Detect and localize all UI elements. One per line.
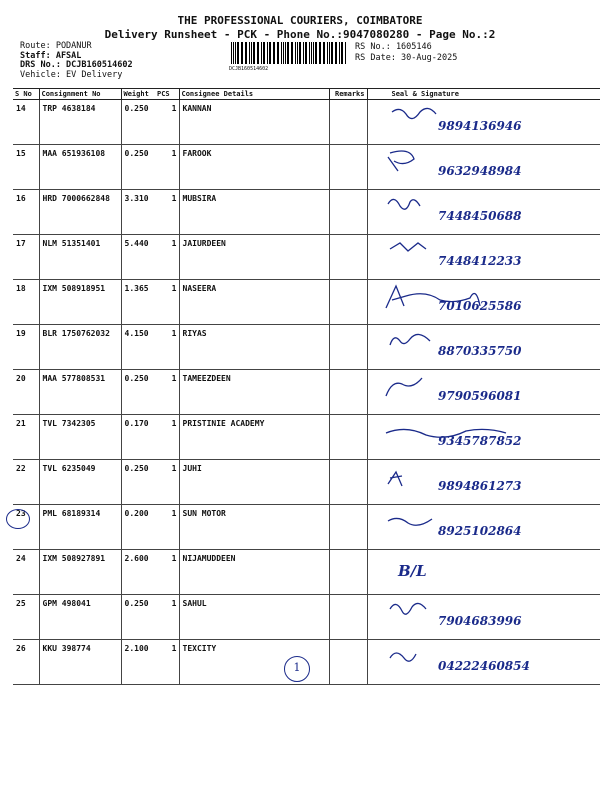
cell-sno: 22 xyxy=(13,460,39,505)
route-label: Route: PODANUR xyxy=(20,41,92,51)
rs-date: RS Date: 30-Aug-2025 xyxy=(355,53,458,63)
signature-scribble xyxy=(388,151,414,171)
barcode-bar xyxy=(231,42,232,64)
handwritten-phone-number: 7448412233 xyxy=(437,254,521,268)
cell-remarks xyxy=(329,505,367,550)
cell-consignment-no: MAA 577808531 xyxy=(39,370,121,415)
cell-signature xyxy=(367,505,600,550)
cell-consignee: JAIURDEEN xyxy=(179,235,329,280)
cell-consignee: KANNAN xyxy=(179,100,329,145)
signature-scribble xyxy=(388,199,420,209)
cell-weight: 0.250 xyxy=(121,595,155,640)
cell-pcs: 1 xyxy=(155,190,179,235)
cell-weight: 0.200 xyxy=(121,505,155,550)
cell-weight: 2.100 xyxy=(121,640,155,685)
handwritten-phone-number: 9790596081 xyxy=(437,389,521,403)
signature-scribble xyxy=(390,603,426,614)
runsheet-title: Delivery Runsheet - PCK - Phone No.:9047080280 - Page No.:2 xyxy=(104,28,496,41)
col-header-signature: Seal & Signature xyxy=(367,89,600,100)
cell-consignment-no: IXM 508918951 xyxy=(39,280,121,325)
cell-weight: 2.600 xyxy=(121,550,155,595)
cell-weight: 0.250 xyxy=(121,370,155,415)
cell-signature xyxy=(367,460,600,505)
barcode-bar xyxy=(281,42,282,64)
cell-pcs: 1 xyxy=(155,235,179,280)
handwritten-phone-number: 7904683996 xyxy=(437,614,521,628)
barcode-bar xyxy=(339,42,340,64)
cell-consignee: TEXCITY xyxy=(179,640,329,685)
page-number-circle xyxy=(284,656,310,682)
cell-pcs: 1 xyxy=(155,100,179,145)
handwritten-signature xyxy=(368,325,598,365)
handwritten-phone-number: 7010625586 xyxy=(437,299,521,313)
table-header-row xyxy=(13,89,600,100)
header-left-block xyxy=(20,42,133,80)
cell-consignee: NIJAMUDDEEN xyxy=(179,550,329,595)
table-row xyxy=(13,235,600,280)
barcode-bar xyxy=(285,42,286,64)
cell-sno: 25 xyxy=(13,595,39,640)
handwritten-signature xyxy=(368,280,598,320)
handwritten-phone-number: 04222460854 xyxy=(437,659,530,673)
barcode-bar xyxy=(269,42,271,64)
barcode-bar xyxy=(345,42,346,64)
cell-pcs: 1 xyxy=(155,325,179,370)
barcode-bar xyxy=(261,42,262,64)
barcode-bar xyxy=(251,42,252,64)
cell-consignee: NASEERA xyxy=(179,280,329,325)
cell-consignee: RIYAS xyxy=(179,325,329,370)
barcode-bar xyxy=(299,42,301,64)
col-header-remarks: Remarks xyxy=(329,89,367,100)
barcode-bar xyxy=(291,42,293,64)
cell-sno: 17 xyxy=(13,235,39,280)
cell-consignment-no: GPM 498041 xyxy=(39,595,121,640)
cell-consignment-no: HRD 7000662848 xyxy=(39,190,121,235)
page-number-mark: 1 xyxy=(293,661,301,674)
cell-consignee: TAMEEZDEEN xyxy=(179,370,329,415)
cell-signature xyxy=(367,370,600,415)
cell-remarks xyxy=(329,100,367,145)
handwritten-phone-number: 9894861273 xyxy=(437,479,521,493)
barcode-bar xyxy=(327,42,328,64)
barcode xyxy=(229,42,350,72)
handwritten-signature xyxy=(368,415,598,455)
cell-remarks xyxy=(329,415,367,460)
cell-consignment-no: TVL 7342305 xyxy=(39,415,121,460)
cell-sno: 26 xyxy=(13,640,39,685)
table-row xyxy=(13,325,600,370)
cell-sno: 24 xyxy=(13,550,39,595)
barcode-bar xyxy=(331,42,333,64)
header-right-block xyxy=(355,42,457,64)
cell-weight: 3.310 xyxy=(121,190,155,235)
barcode-bar xyxy=(313,42,314,64)
handwritten-signature xyxy=(368,640,598,680)
barcode-bar xyxy=(295,42,296,64)
signature-scribble xyxy=(390,243,426,251)
cell-consignee: SUN MOTOR xyxy=(179,505,329,550)
cell-weight: 0.250 xyxy=(121,100,155,145)
barcode-bar xyxy=(311,42,312,64)
rs-number: RS No.: 1605146 xyxy=(355,42,432,52)
cell-consignee: PRISTINIE ACADEMY xyxy=(179,415,329,460)
company-title: THE PROFESSIONAL COURIERS, COIMBATORE xyxy=(177,14,423,27)
barcode-bar xyxy=(273,42,275,64)
barcode-bar xyxy=(329,42,330,64)
signature-scribble xyxy=(390,334,430,345)
cell-pcs: 1 xyxy=(155,280,179,325)
barcode-bar xyxy=(245,42,247,64)
handwritten-phone-number: 9345787852 xyxy=(437,434,521,448)
cell-consignment-no: BLR 1750762032 xyxy=(39,325,121,370)
cell-sno: 23 xyxy=(13,505,39,550)
cell-consignee: JUHI xyxy=(179,460,329,505)
table-row xyxy=(13,550,600,595)
col-header-weight: Weight xyxy=(121,89,155,100)
table-row xyxy=(13,460,600,505)
barcode-bar xyxy=(341,42,343,64)
table-row xyxy=(13,505,600,550)
cell-signature xyxy=(367,280,600,325)
handwritten-signature xyxy=(368,190,598,230)
handwritten-phone-number: 9894136946 xyxy=(437,119,521,133)
cell-weight: 5.440 xyxy=(121,235,155,280)
barcode-digits: DCJB160514602 xyxy=(229,66,269,72)
handwritten-signature xyxy=(368,505,598,545)
barcode-bar xyxy=(303,42,304,64)
table-row xyxy=(13,415,600,460)
table-row xyxy=(13,190,600,235)
barcode-bar xyxy=(335,42,337,64)
signature-scribble xyxy=(392,108,436,118)
cell-sno: 20 xyxy=(13,370,39,415)
barcode-bar xyxy=(253,42,255,64)
cell-remarks xyxy=(329,595,367,640)
cell-pcs: 1 xyxy=(155,595,179,640)
cell-remarks xyxy=(329,460,367,505)
handwritten-signature xyxy=(368,550,598,590)
barcode-bar xyxy=(237,42,239,64)
cell-signature xyxy=(367,325,600,370)
cell-remarks xyxy=(329,235,367,280)
barcode-bar xyxy=(233,42,234,64)
handwritten-signature xyxy=(368,370,598,410)
barcode-bar xyxy=(235,42,236,64)
table-row xyxy=(13,370,600,415)
col-header-sno: S No xyxy=(13,89,39,100)
row-24-circle-mark xyxy=(6,509,30,529)
cell-consignment-no: KKU 398774 xyxy=(39,640,121,685)
handwritten-signature xyxy=(368,595,598,635)
cell-consignee: SAHUL xyxy=(179,595,329,640)
signature-scribble xyxy=(388,518,432,525)
handwritten-phone-number: 7448450688 xyxy=(437,209,521,223)
signature-scribble xyxy=(388,472,402,486)
cell-pcs: 1 xyxy=(155,460,179,505)
barcode-bar xyxy=(249,42,250,64)
cell-sno: 18 xyxy=(13,280,39,325)
cell-signature xyxy=(367,415,600,460)
barcode-bar xyxy=(305,42,307,64)
handwritten-signature xyxy=(368,145,598,185)
cell-pcs: 1 xyxy=(155,640,179,685)
cell-signature xyxy=(367,595,600,640)
cell-signature xyxy=(367,550,600,595)
runsheet-table xyxy=(13,88,600,685)
barcode-bar xyxy=(283,42,284,64)
table-row xyxy=(13,595,600,640)
table-row xyxy=(13,145,600,190)
cell-consignment-no: MAA 651936108 xyxy=(39,145,121,190)
staff-label: Staff: AFSAL xyxy=(20,50,82,61)
signature-scribble xyxy=(390,653,416,661)
cell-pcs: 1 xyxy=(155,370,179,415)
cell-weight: 1.365 xyxy=(121,280,155,325)
cell-remarks xyxy=(329,280,367,325)
handwritten-signature xyxy=(368,100,598,140)
barcode-bar xyxy=(287,42,289,64)
cell-pcs: 1 xyxy=(155,415,179,460)
cell-consignment-no: IXM 508927891 xyxy=(39,550,121,595)
table-row xyxy=(13,100,600,145)
barcode-bar xyxy=(323,42,325,64)
barcode-bar xyxy=(267,42,268,64)
table-row xyxy=(13,280,600,325)
col-header-consignment: Consignment No xyxy=(39,89,121,100)
cell-weight: 0.170 xyxy=(121,415,155,460)
cell-consignment-no: TRP 4638184 xyxy=(39,100,121,145)
handwritten-signature xyxy=(368,460,598,500)
barcode-bar xyxy=(297,42,298,64)
cell-consignment-no: NLM 51351401 xyxy=(39,235,121,280)
cell-pcs: 1 xyxy=(155,505,179,550)
cell-sno: 16 xyxy=(13,190,39,235)
drs-number: DRS No.: DCJB160514602 xyxy=(20,60,133,70)
signature-scribble xyxy=(386,378,422,396)
handwritten-phone-number: 9632948984 xyxy=(437,164,521,178)
cell-consignment-no: PML 68189314 xyxy=(39,505,121,550)
cell-consignment-no: TVL 6235049 xyxy=(39,460,121,505)
barcode-bar xyxy=(277,42,279,64)
handwritten-signature xyxy=(368,235,598,275)
barcode-bar xyxy=(319,42,321,64)
barcode-bar xyxy=(263,42,265,64)
col-header-pcs: PCS xyxy=(155,89,179,100)
barcode-image xyxy=(229,42,350,64)
cell-remarks xyxy=(329,145,367,190)
cell-pcs: 1 xyxy=(155,550,179,595)
cell-weight: 0.250 xyxy=(121,145,155,190)
cell-remarks xyxy=(329,190,367,235)
cell-sno: 19 xyxy=(13,325,39,370)
cell-signature xyxy=(367,100,600,145)
cell-sno: 21 xyxy=(13,415,39,460)
cell-signature xyxy=(367,190,600,235)
barcode-bar xyxy=(315,42,317,64)
handwritten-phone-number: 8870335750 xyxy=(437,344,521,358)
cell-consignee: FAROOK xyxy=(179,145,329,190)
cell-remarks xyxy=(329,325,367,370)
handwritten-phone-number: 8925102864 xyxy=(437,524,521,538)
cell-sno: 15 xyxy=(13,145,39,190)
col-header-consignee: Consignee Details xyxy=(179,89,329,100)
cell-weight: 4.150 xyxy=(121,325,155,370)
cell-consignee: MUBSIRA xyxy=(179,190,329,235)
handwritten-phone-number: B/L xyxy=(397,562,427,580)
cell-signature xyxy=(367,235,600,280)
cell-sno: 14 xyxy=(13,100,39,145)
cell-pcs: 1 xyxy=(155,145,179,190)
vehicle-label: Vehicle: EV Delivery xyxy=(20,69,123,80)
cell-remarks xyxy=(329,640,367,685)
cell-remarks xyxy=(329,550,367,595)
cell-signature xyxy=(367,640,600,685)
barcode-bar xyxy=(309,42,310,64)
cell-remarks xyxy=(329,370,367,415)
cell-signature xyxy=(367,145,600,190)
barcode-bar xyxy=(241,42,243,64)
barcode-bar xyxy=(257,42,259,64)
cell-weight: 0.250 xyxy=(121,460,155,505)
